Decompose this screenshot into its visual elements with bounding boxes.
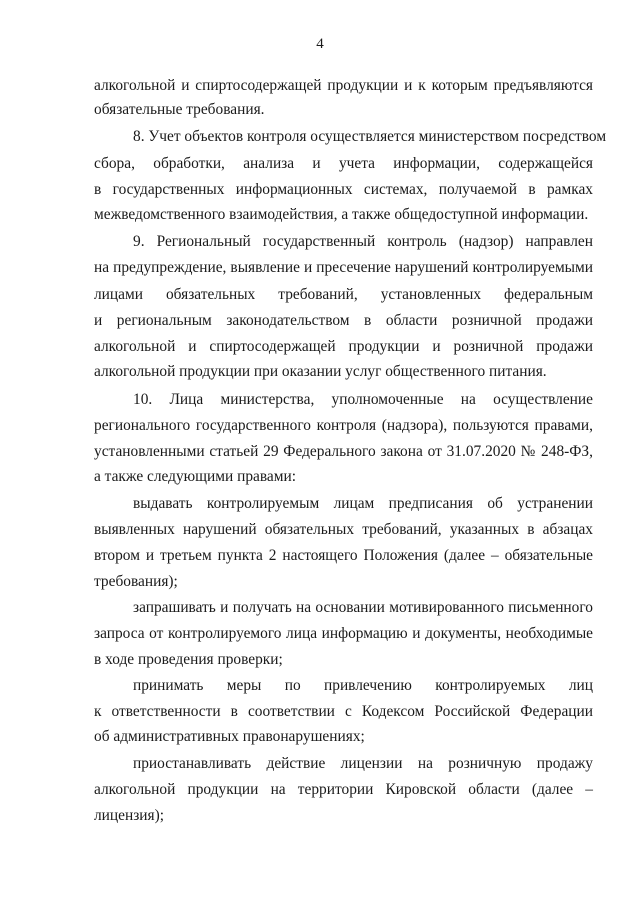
text-line: выдавать контролируемым лицам предписания об устранении bbox=[133, 495, 593, 512]
text-line: приостанавливать действие лицензии на розничную продажу bbox=[133, 755, 593, 772]
text-line: и региональным законодательством в области розничной продажи bbox=[94, 312, 593, 329]
text-line: алкогольной и спиртосодержащей продукции и розничной продажи bbox=[94, 338, 593, 355]
text-line: лицензия); bbox=[94, 807, 165, 824]
text-line: обязательные требования. bbox=[94, 101, 265, 118]
text-line: 10. Лица министерства, уполномоченные на осуществление bbox=[133, 391, 593, 408]
text-line: лицами обязательных требований, установленных федеральным bbox=[94, 286, 593, 303]
text-line: об административных правонарушениях; bbox=[94, 728, 365, 745]
text-line: межведомственного взаимодействия, а также общедоступной информации. bbox=[94, 206, 589, 223]
text-line: 8. Учет объектов контроля осуществляется министерством посредством bbox=[133, 128, 607, 145]
text-line: требования); bbox=[94, 573, 178, 590]
text-line: установленными статьей 29 Федерального закона от 31.07.2020 № 248-ФЗ, bbox=[94, 443, 593, 460]
text-line: втором и третьем пункта 2 настоящего Положения (далее – обязательные bbox=[94, 547, 593, 564]
text-line: на предупреждение, выявление и пресечение нарушений контролируемыми bbox=[94, 259, 593, 276]
text-line: принимать меры по привлечению контролируемых лиц bbox=[133, 677, 593, 694]
text-line: в ходе проведения проверки; bbox=[94, 651, 283, 668]
text-line: 9. Региональный государственный контроль (надзор) направлен bbox=[133, 233, 593, 250]
text-line: выявленных нарушений обязательных требований, указанных в абзацах bbox=[94, 521, 593, 538]
text-line: алкогольной и спиртосодержащей продукции и к которым предъявляются bbox=[94, 77, 593, 94]
text-line: запроса от контролируемого лица информацию и документы, необходимые bbox=[94, 625, 593, 642]
text-line: алкогольной продукции на территории Кировской области (далее – bbox=[94, 781, 593, 798]
text-line: в государственных информационных системах, получаемой в рамках bbox=[94, 181, 593, 198]
text-line: сбора, обработки, анализа и учета информации, содержащейся bbox=[94, 155, 593, 172]
page-number: 4 bbox=[316, 36, 324, 52]
text-line: алкогольной продукции при оказании услуг общественного питания. bbox=[94, 363, 547, 380]
text-line: а также следующими правами: bbox=[94, 468, 296, 485]
text-line: запрашивать и получать на основании мотивированного письменного bbox=[133, 599, 593, 616]
text-line: регионального государственного контроля (надзора), пользуются правами, bbox=[94, 417, 593, 434]
text-line: к ответственности в соответствии с Кодексом Российской Федерации bbox=[94, 703, 593, 720]
